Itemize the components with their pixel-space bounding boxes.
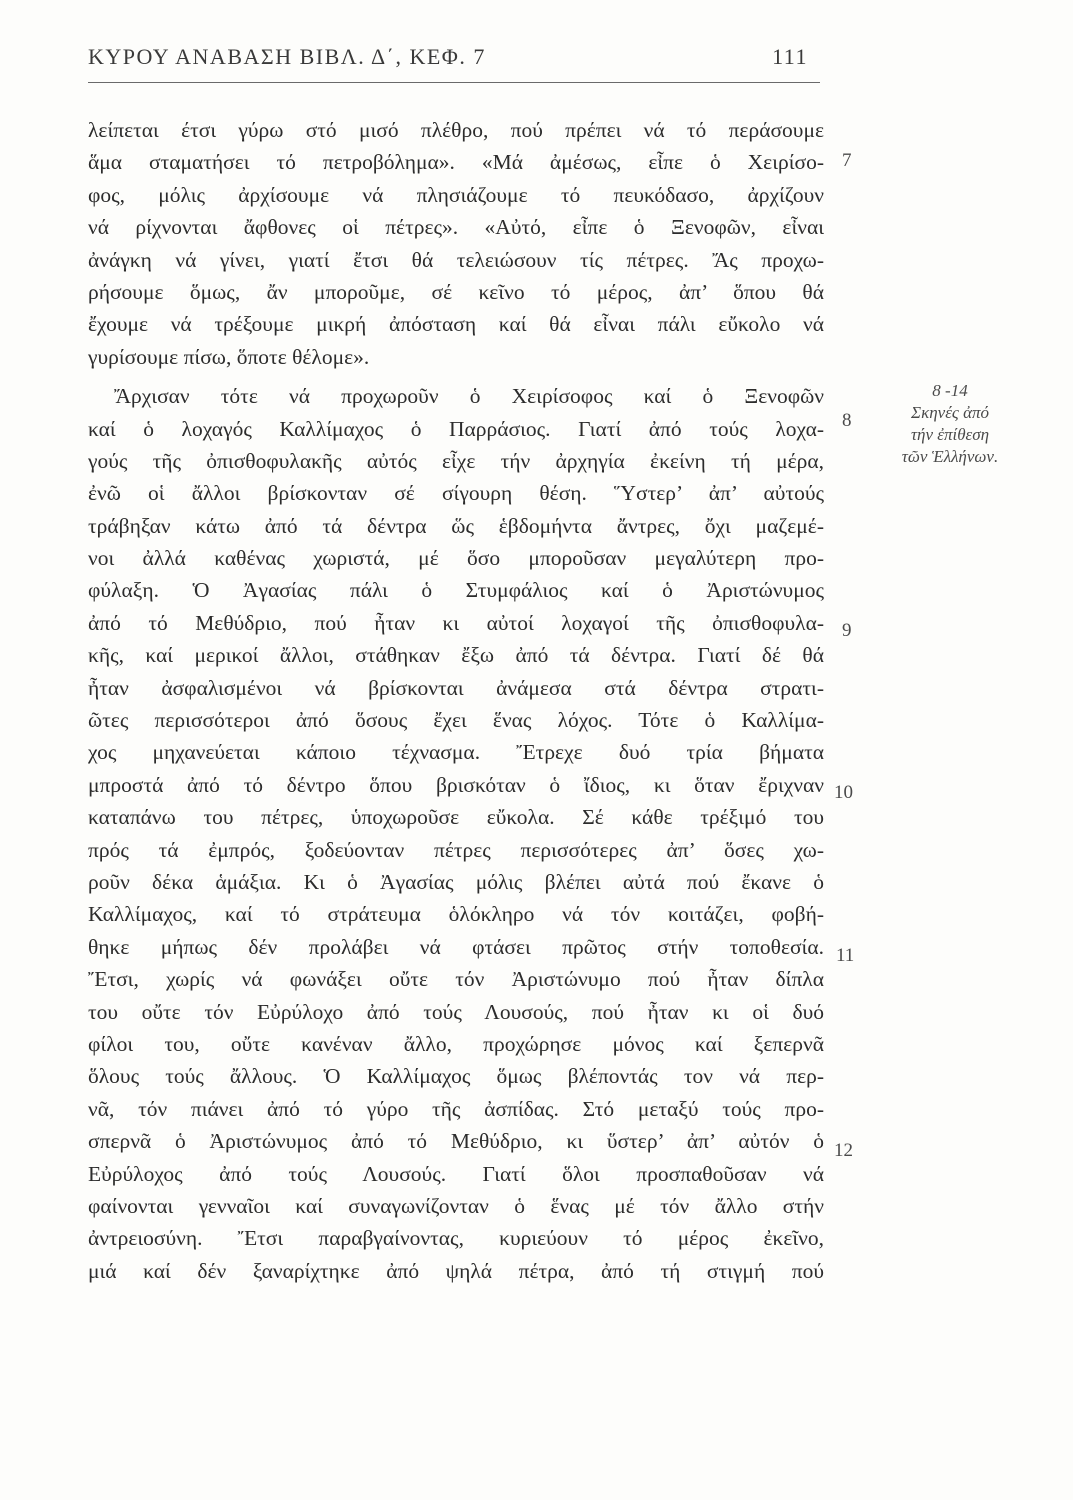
text-line: ἅμα σταματήσει τό πετροβόλημα». «Μά ἀμέσως, εἶπε ὁ Χειρίσο- (88, 150, 824, 175)
text-line: πρός τά ἐμπρός, ξοδεύονταν πέτρες περισσότερες ἀπ’ ὅσες χω- (88, 837, 824, 862)
body-text (88, 114, 824, 1287)
text-line: Καλλίμαχος, καί τό στράτευμα ὁλόκληρο νά τόν κοιτάζει, φοβή- (88, 902, 824, 927)
text-line: μιά καί δέν ξαναρίχτηκε ἀπό ψηλά πέτρα, ἀπό τή στιγμή πού (88, 1258, 824, 1283)
section-number: 7 (842, 150, 852, 171)
text-line: κῆς, καί μερικοί ἄλλοι, στάθηκαν ἔξω ἀπό τά δέντρα. Γιατί δέ θά (88, 643, 824, 668)
section-number: 8 (842, 410, 852, 431)
section-number: 9 (842, 620, 852, 641)
text-line: νᾶ, τόν πιάνει ἀπό τό γύρο τῆς ἀσπίδας. Στό μεταξύ τούς προ- (88, 1096, 824, 1121)
text-line: σπερνᾶ ὁ Ἀριστώνυμος ἀπό τό Μεθύδριο, κι ὕστερ’ ἀπ’ αὐτόν ὁ (88, 1129, 824, 1154)
text-line: λείπεται έτσι γύρω στό μισό πλέθρο, πού πρέπει νά τό περάσουμε (88, 118, 824, 142)
text-line: τράβηξαν κάτω ἀπό τά δέντρα ὥς ἑβδομήντα ἄντρες, ὄχι μαζεμέ- (88, 513, 824, 538)
text-line: γυρίσουμε πίσω, ὅποτε θέλομε». (88, 344, 370, 369)
text-line: φίλοι του, οὔτε κανέναν ἄλλο, προχώρησε μόνος καί ξεπερνᾶ (88, 1031, 824, 1056)
header-rule (88, 82, 820, 83)
text-line: νοι ἀλλά καθένας χωριστά, μέ ὅσο μποροῦσαν μεγαλύτερη προ- (88, 546, 824, 571)
section-number: 10 (834, 782, 853, 803)
running-head (88, 44, 820, 76)
margin-gloss (850, 380, 1050, 468)
text-line: καί ὁ λοχαγός Καλλίμαχος ὁ Παρράσιος. Γιατί ἀπό τούς λοχα- (88, 416, 824, 441)
text-line: μπροστά ἀπό τό δέντρο ὅπου βρισκόταν ὁ ἴδιος, κι ὅταν ἔριχναν (88, 772, 824, 797)
text-line: φος, μόλις ἀρχίσουμε νά πλησιάζουμε τό πευκόδασο, ἀρχίζουν (88, 182, 824, 207)
text-line: ἀνάγκη νά γίνει, γιατί ἔτσι θά τελειώσουν τίς πέτρες. Ἄς προχω- (88, 247, 824, 272)
gloss-range: 8 -14 (932, 381, 968, 400)
page-number: 111 (772, 44, 808, 69)
text-line: ἦταν ἀσφαλισμένοι νά βρίσκονται ἀνάμεσα στά δέντρα στρατι- (88, 675, 824, 700)
text-line: ἐνῶ οἱ ἄλλοι βρίσκονταν σέ σίγουρη θέση. Ὕστερ’ ἀπ’ αὐτούς (88, 481, 824, 506)
text-line: ρήσουμε ὅμως, ἄν μποροῦμε, σέ κεῖνο τό μέρος, ἀπ’ ὅπου θά (88, 279, 824, 304)
gloss-line: Σκηνές ἀπό (910, 403, 990, 422)
text-line: ἀπό τό Μεθύδριο, πού ἦταν κι αὐτοί λοχαγοί τῆς ὀπισθοφυλα- (88, 610, 824, 635)
running-title: ΚΥΡΟΥ ΑΝΑΒΑΣΗ ΒΙΒΛ. Δ΄, ΚΕΦ. 7 (88, 44, 486, 69)
text-line: θηκε μήπως δέν προλάβει νά φτάσει πρῶτος στήν τοποθεσία. (88, 934, 824, 959)
text-line: φύλαξη. Ὁ Ἀγασίας πάλι ὁ Στυμφάλιος καί ὁ Ἀριστώνυμος (88, 578, 824, 603)
text-line: Ἄρχισαν τότε νά προχωροῦν ὁ Χειρίσοφος καί ὁ Ξενοφῶν (114, 384, 824, 409)
text-line: ἀντρειοσύνη. Ἔτσι παραβγαίνοντας, κυριεύουν τό μέρος ἐκεῖνο, (88, 1226, 824, 1251)
text-line: νά ρίχνονται ἄφθονες οἱ πέτρες». «Αὐτό, εἶπε ὁ Ξενοφῶν, εἶναι (88, 215, 824, 240)
text-line: ροῦν δέκα ἁμάξια. Κι ὁ Ἀγασίας μόλις βλέπει αὐτά πού ἔκανε ὁ (88, 869, 824, 894)
text-line: ἔχουμε νά τρέξουμε μικρή ἀπόσταση καί θά εἶναι πάλι εὔκολο νά (88, 312, 824, 337)
text-line: Εὐρύλοχος ἀπό τούς Λουσούς. Γιατί ὅλοι προσπαθοῦσαν νά (88, 1161, 824, 1186)
text-line: καταπάνω του πέτρες, ὑποχωροῦσε εὔκολα. Σέ κάθε τρέξιμό του (88, 805, 824, 830)
text-line: χος μηχανεύεται κάποιο τέχνασμα. Ἔτρεχε δυό τρία βήματα (88, 740, 824, 765)
section-number: 12 (834, 1140, 853, 1161)
text-line: ῶτες περισσότεροι ἀπό ὅσους ἔχει ἕνας λόχος. Τότε ὁ Καλλίμα- (88, 708, 824, 733)
text-line: φαίνονται γενναῖοι καί συναγωνίζονταν ὁ ἕνας μέ τόν ἄλλο στήν (88, 1193, 824, 1218)
text-line: του οὔτε τόν Εὐρύλοχο ἀπό τούς Λουσούς, πού ἦταν κι οἱ δυό (88, 999, 824, 1024)
text-line: γούς τῆς ὀπισθοφυλακῆς αὐτός εἶχε τήν ἀρχηγία ἐκείνη τή μέρα, (88, 448, 824, 473)
gloss-line: τήν ἐπίθεση (910, 425, 990, 444)
section-number: 11 (836, 945, 855, 966)
text-line: ὅλους τούς ἄλλους. Ὁ Καλλίμαχος ὅμως βλέποντάς τον νά περ- (88, 1064, 824, 1089)
gloss-line: τῶν Ἑλλήνων. (901, 447, 999, 466)
text-line: Ἔτσι, χωρίς νά φωνάξει οὔτε τόν Ἀριστώνυμο πού ἦταν δίπλα (88, 967, 824, 992)
